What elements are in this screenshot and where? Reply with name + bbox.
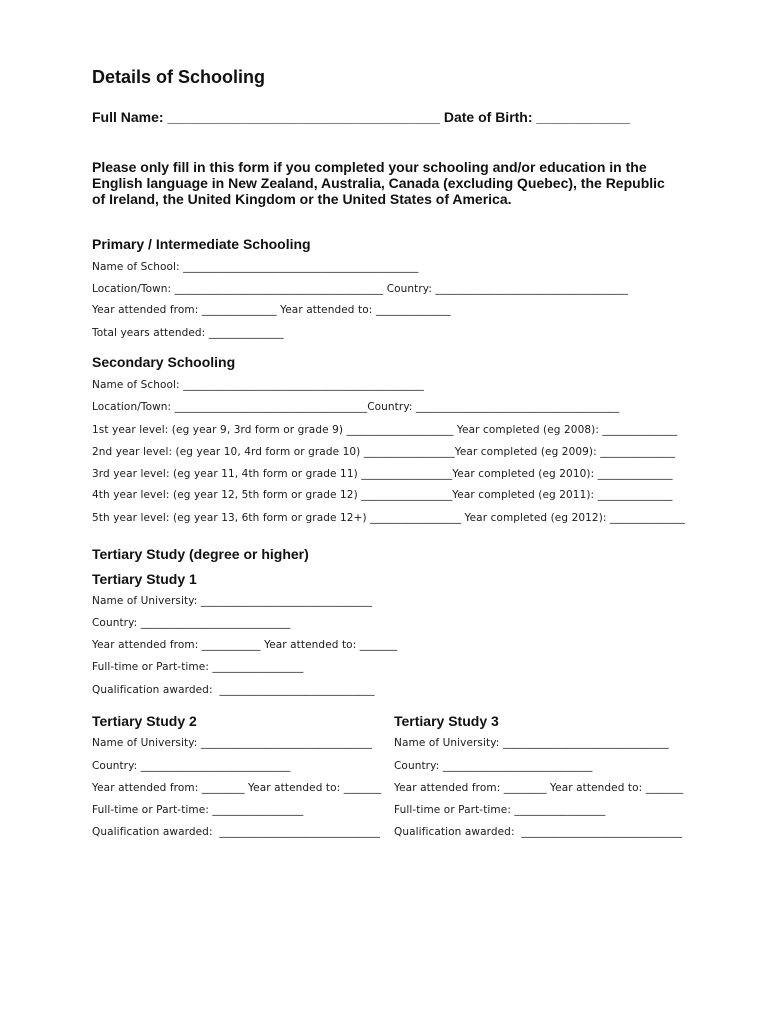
secondary-year-level-4-field[interactable]: 4th year level: (eg year 12, 5th form or grade 12) _________________Year completed (eg 2011): ______________ xyxy=(92,489,673,501)
tertiary-3-years-field[interactable]: Year attended from: ________ Year attended to: _______ xyxy=(394,782,684,794)
tertiary-3-university-field[interactable]: Name of University: _______________________________ xyxy=(394,737,669,749)
primary-total-years-field[interactable]: Total years attended: ______________ xyxy=(92,327,284,339)
intro-paragraph xyxy=(92,159,712,207)
tertiary-study-2-heading: Tertiary Study 2 xyxy=(92,713,197,729)
tertiary-heading: Tertiary Study (degree or higher) xyxy=(92,546,309,562)
tertiary-3-country-field[interactable]: Country: ____________________________ xyxy=(394,760,593,772)
tertiary-2-qualification-field[interactable]: Qualification awarded: ______________________________ xyxy=(92,826,380,838)
primary-years-field[interactable]: Year attended from: ______________ Year attended to: ______________ xyxy=(92,304,451,316)
secondary-location-country-field[interactable]: Location/Town: ____________________________________Country: ______________________________________ xyxy=(92,401,620,413)
tertiary-3-mode-field[interactable]: Full-time or Part-time: _________________ xyxy=(394,804,606,816)
tertiary-2-years-field[interactable]: Year attended from: ________ Year attended to: _______ xyxy=(92,782,382,794)
secondary-year-level-5-field[interactable]: 5th year level: (eg year 13, 6th form or grade 12+) _________________ Year completed (eg 2012): ______________ xyxy=(92,512,685,524)
tertiary-2-university-field[interactable]: Name of University: ________________________________ xyxy=(92,737,373,749)
primary-heading: Primary / Intermediate Schooling xyxy=(92,236,311,252)
secondary-year-level-2-field[interactable]: 2nd year level: (eg year 10, 4rd form or grade 10) _________________Year completed (eg 2009): ______________ xyxy=(92,446,676,458)
tertiary-1-university-field[interactable]: Name of University: ________________________________ xyxy=(92,595,373,607)
secondary-year-level-1-field[interactable]: 1st year level: (eg year 9, 3rd form or grade 9) ____________________ Year completed (eg 2008): ______________ xyxy=(92,424,678,436)
primary-school-name-field[interactable]: Name of School: ____________________________________________ xyxy=(92,261,419,273)
tertiary-study-3-heading: Tertiary Study 3 xyxy=(394,713,499,729)
intro-line: of Ireland, the United Kingdom or the United States of America. xyxy=(92,191,512,207)
tertiary-1-years-field[interactable]: Year attended from: ___________ Year attended to: _______ xyxy=(92,639,398,651)
page-title: Details of Schooling xyxy=(92,67,266,87)
tertiary-study-1-heading: Tertiary Study 1 xyxy=(92,571,197,587)
tertiary-1-country-field[interactable]: Country: ____________________________ xyxy=(92,617,291,629)
full-name-dob-line[interactable]: Full Name: ___________________________________ Date of Birth: ____________ xyxy=(92,109,630,125)
secondary-school-name-field[interactable]: Name of School: _____________________________________________ xyxy=(92,379,424,391)
tertiary-3-qualification-field[interactable]: Qualification awarded: ______________________________ xyxy=(394,826,682,838)
tertiary-2-country-field[interactable]: Country: ____________________________ xyxy=(92,760,291,772)
tertiary-1-qualification-field[interactable]: Qualification awarded: _____________________________ xyxy=(92,684,375,696)
intro-line: Please only fill in this form if you completed your schooling and/or education in the xyxy=(92,159,647,175)
secondary-heading: Secondary Schooling xyxy=(92,354,236,370)
primary-location-country-field[interactable]: Location/Town: _______________________________________ Country: ____________________________________ xyxy=(92,283,629,295)
secondary-year-level-3-field[interactable]: 3rd year level: (eg year 11, 4th form or grade 11) _________________Year completed (eg 2010): ______________ xyxy=(92,468,673,480)
tertiary-2-mode-field[interactable]: Full-time or Part-time: _________________ xyxy=(92,804,304,816)
intro-line: English language in New Zealand, Australia, Canada (excluding Quebec), the Republic xyxy=(92,175,665,191)
tertiary-1-mode-field[interactable]: Full-time or Part-time: _________________ xyxy=(92,661,304,673)
